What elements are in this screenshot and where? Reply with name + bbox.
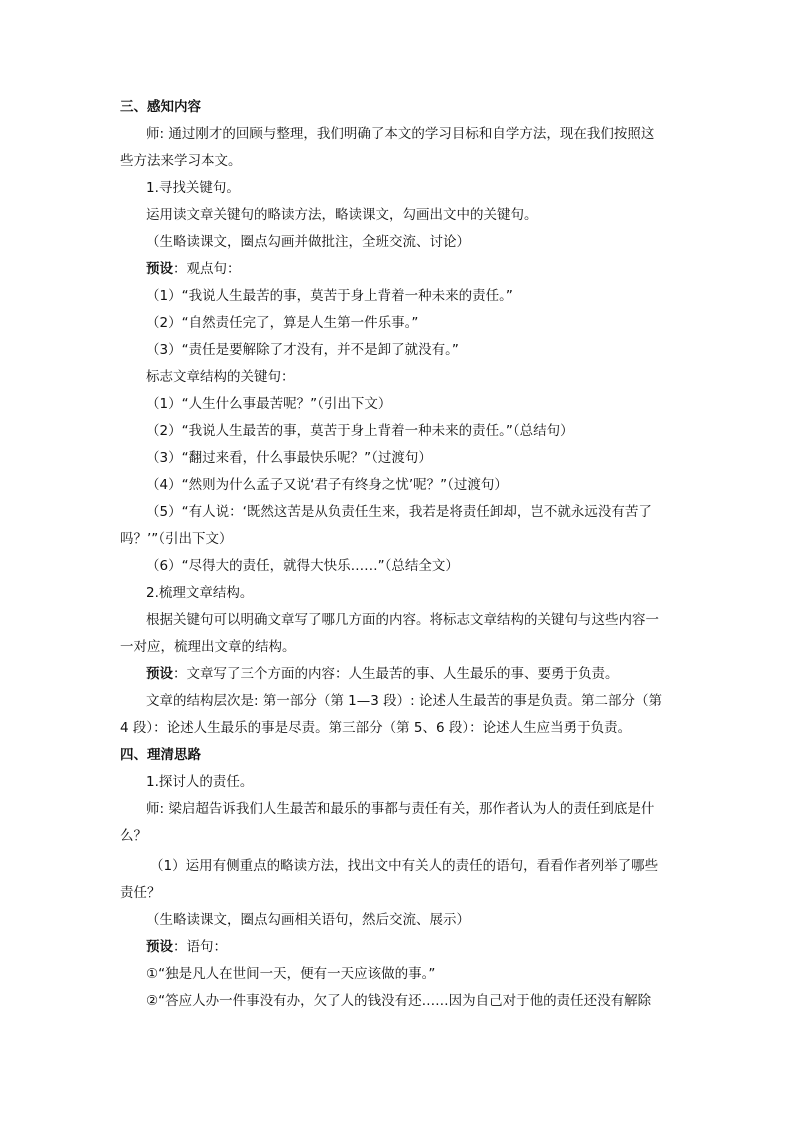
step-1-instruction: 运用读文章关键句的略读方法，略读课文，勾画出文中的关键句。 bbox=[146, 207, 538, 223]
section-3-heading: 三、感知内容 bbox=[120, 99, 201, 115]
step-2-title: 2.梳理文章结构。 bbox=[146, 585, 254, 601]
quote-item-2: ②“答应人办一件事没有办，欠了人的钱没有还……因为自己对于他的责任还没有解除 bbox=[146, 993, 652, 1009]
structure-item-4: （4）“然则为什么孟子又说‘君子有终身之忧’呢？”（过渡句） bbox=[146, 477, 508, 493]
structure-item-2: （2）“我说人生最苦的事，莫苦于身上背着一种未来的责任。”（总结句） bbox=[146, 423, 574, 439]
question-1-line-2: 责任？ bbox=[120, 885, 161, 901]
question-1-line-1: （1）运用有侧重点的略读方法，找出文中有关人的责任的语句，看看作者列举了哪些 bbox=[150, 858, 659, 874]
viewpoint-item-1: （1）“我说人生最苦的事，莫苦于身上背着一种未来的责任。” bbox=[146, 288, 513, 304]
section-4-preset-line bbox=[146, 938, 227, 956]
section-4-heading: 四、理清思路 bbox=[120, 747, 201, 763]
viewpoint-item-3: （3）“责任是要解除了才没有，并不是卸了就没有。” bbox=[146, 342, 459, 358]
structure-key-sentences-title: 标志文章结构的关键句： bbox=[146, 369, 295, 385]
preset-label: 预设 bbox=[146, 939, 173, 955]
section-4-step-1-title: 1.探讨人的责任。 bbox=[146, 774, 254, 790]
structure-item-5-line-1: （5）“有人说：‘既然这苦是从负责任生来，我若是将责任卸却，岂不就永远没有苦了 bbox=[146, 504, 652, 520]
structure-item-3: （3）“翻过来看，什么事最快乐呢？”（过渡句） bbox=[146, 450, 432, 466]
structure-levels-line-2: 4 段）：论述人生最乐的事是尽责。第三部分（第 5、6 段）：论述人生应当勇于负责。 bbox=[120, 720, 632, 736]
preset-label: 预设 bbox=[146, 261, 173, 277]
step-2-line-2: 一对应，梳理出文章的结构。 bbox=[120, 639, 296, 655]
teacher-intro-line-2: 些方法来学习本文。 bbox=[120, 153, 242, 169]
quote-item-1: ①“独是凡人在世间一天，便有一天应该做的事。” bbox=[146, 966, 436, 982]
structure-levels-line-1: 文章的结构层次是: 第一部分（第 1—3 段）: 论述人生最苦的事是负责。第二部分（第 bbox=[146, 693, 662, 709]
teacher-intro-line-1: 师: 通过刚才的回顾与整理，我们明确了本文的学习目标和自学方法，现在我们按照这 bbox=[146, 126, 655, 142]
structure-item-1: （1）“人生什么事最苦呢？”（引出下文） bbox=[146, 396, 392, 412]
step-2-line-1: 根据关键句可以明确文章写了哪几方面的内容。将标志文章结构的关键句与这些内容一 bbox=[146, 612, 659, 628]
viewpoint-item-2: （2）“自然责任完了，算是人生第一件乐事。” bbox=[146, 315, 419, 331]
structure-item-5-line-2: 吗？’”（引出下文） bbox=[120, 531, 233, 547]
preset-viewpoint-line bbox=[146, 260, 241, 278]
structure-item-6: （6）“尽得大的责任，就得大快乐……”（总结全文） bbox=[146, 558, 459, 574]
step-1-activity: （生略读课文，圈点勾画并做批注，全班交流、讨论） bbox=[146, 234, 470, 250]
teacher-question-line-2: 么？ bbox=[120, 828, 147, 844]
section-4-activity: （生略读课文，圈点勾画相关语句，然后交流、展示） bbox=[146, 912, 470, 928]
preset-viewpoint-text: ：观点句： bbox=[173, 261, 241, 277]
section-4-preset-text: ：语句： bbox=[173, 939, 227, 955]
preset-label: 预设 bbox=[146, 666, 173, 682]
preset-content-line bbox=[146, 665, 619, 683]
preset-content-text: ：文章写了三个方面的内容：人生最苦的事、人生最乐的事、要勇于负责。 bbox=[173, 666, 619, 682]
teacher-question-line-1: 师: 梁启超告诉我们人生最苦和最乐的事都与责任有关，那作者认为人的责任到底是什 bbox=[146, 801, 655, 817]
step-1-title: 1.寻找关键句。 bbox=[146, 180, 240, 196]
